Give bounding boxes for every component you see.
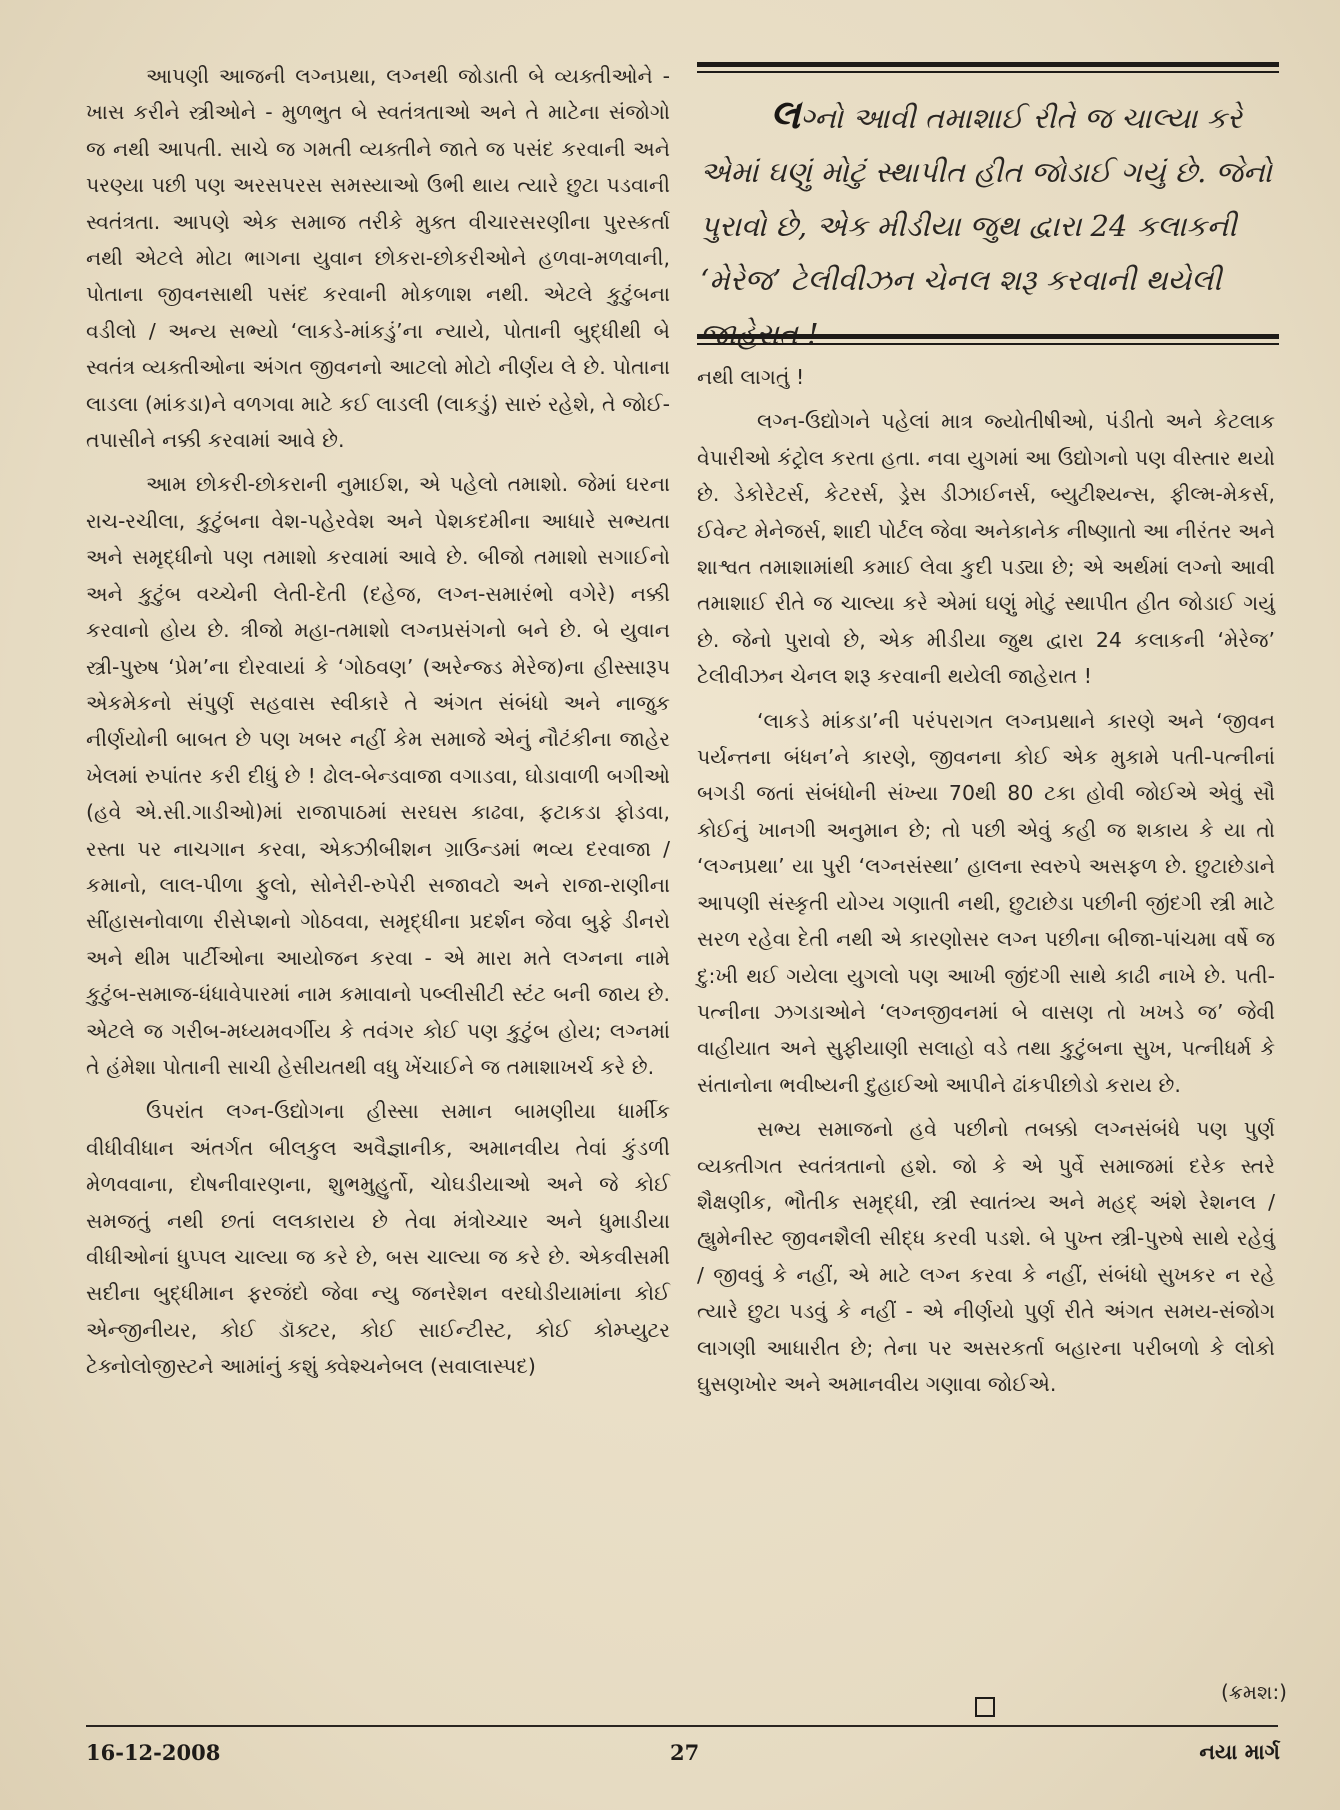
right-column bbox=[697, 359, 1275, 1402]
right-continuation: નથી લાગતું ! bbox=[697, 365, 805, 389]
end-mark-box bbox=[975, 1697, 995, 1717]
page-number: 27 bbox=[670, 1740, 700, 1765]
pull-quote-bottom-rule bbox=[697, 334, 1279, 339]
right-paragraph-1: લગ્ન-ઉદ્યોગને પહેલાં માત્ર જ્યોતીષીઓ, પંડીતો અને કેટલાક વેપારીઓ કંટ્રોલ કરતા હતા. નવા યુગમાં આ ઉદ્યોગનો પણ વીસ્તાર થયો છે. ડેકોરેટર્સ, કેટરર્સ, ડ્રેસ ડીઝાઈનર્સ, બ્યુટીશ્યન્સ, ફીલ્મ-મેકર્સ, ઈવેન્ટ મેનેજર્સ, શાદી પોર્ટલ જેવા અનેકાનેક નીષ્ણાતો આ નીરંતર અને શાશ્વત તમાશામાંથી કમાઈ લેવા કુદી પડ્યા છે; એ અર્થમાં લગ્નો આવી તમાશાઈ રીતે જ ચાલ્યા કરે એમાં ઘણું મોટું સ્થાપીત હીત જોડાઈ ગયું છે. જેનો પુરાવો છે, એક મીડીયા જુથ દ્વારા 24 કલાકની ‘મેરેજ’ ટેલીવીઝન ચેનલ શરૂ કરવાની થયેલી જાહેરાત ! bbox=[697, 409, 1275, 689]
right-paragraph-2: ‘લાકડે માંકડા’ની પરંપરાગત લગ્નપ્રથાને કારણે અને ‘જીવન પર્યન્તના બંધન’ને કારણે, જીવનના કોઈ એક મુકામે પતી-પત્નીનાં બગડી જતાં સંબંધોની સંખ્યા 70થી 80 ટકા હોવી જોઈએ એવું સૌ કોઈનું ખાનગી અનુમાન છે; તો પછી એવું કહી જ શકાય કે યા તો ‘લગ્નપ્રથા’ યા પુરી ‘લગ્નસંસ્થા’ હાલના સ્વરુપે અસફળ છે. છુટાછેડાને આપણી સંસ્કૃતી યોગ્ય ગણાતી નથી, છુટાછેડા પછીની જીંદગી સ્ત્રી માટે સરળ રહેવા દેતી નથી એ કારણોસર લગ્ન પછીના બીજા-પાંચમા વર્ષે જ દુ:ખી થઈ ગયેલા યુગલો પણ આખી જીંદગી સાથે કાઢી નાખે છે. પતી-પત્નીના ઝગડાઓને ‘લગ્નજીવનમાં બે વાસણ તો ખખડે જ’ જેવી વાહીયાત અને સુફીયાણી સલાહો વડે તથા કુટુંબના સુખ, પત્નીધર્મ કે સંતાનોના ભવીષ્યની દુહાઈઓ આપીને ઢાંકપીછોડો કરાય છે. bbox=[697, 708, 1275, 1097]
footer-rule bbox=[86, 1725, 1278, 1727]
right-paragraph-3: સભ્ય સમાજનો હવે પછીનો તબક્કો લગ્નસંબંધે પણ પુર્ણ વ્યક્તીગત સ્વતંત્રતાનો હશે. જો કે એ પુર્વે સમાજમાં દરેક સ્તરે શૈક્ષણીક, ભૌતીક સમૃદ્ધી, સ્ત્રી સ્વાતંત્ર્ય અને મહદ્ અંશે રેશનલ / હ્યુમેનીસ્ટ જીવનશૈલી સીદ્ધ કરવી પડશે. બે પુખ્ત સ્ત્રી-પુરુષે સાથે રહેવું / જીવવું કે નહીં, એ માટે લગ્ન કરવા કે નહીં, સંબંધો સુખકર ન રહે ત્યારે છુટા પડવું કે નહીં - એ નીર્ણયો પુર્ણ રીતે અંગત સમય-સંજોગ લાગણી આધારીત છે; તેના પર અસરકર્તા બહારના પરીબળો કે લોકો ઘુસણખોર અને અમાનવીય ગણાવા જોઈએ. bbox=[697, 1117, 1275, 1396]
footer-date: 16-12-2008 bbox=[86, 1740, 221, 1765]
pull-quote bbox=[700, 88, 1278, 361]
left-column bbox=[86, 58, 670, 1385]
pull-quote-top-rule-thin bbox=[697, 71, 1279, 73]
pull-quote-text: ગ્નો આવી તમાશાઈ રીતે જ ચાલ્યા કરે એમાં ઘણું મોટું સ્થાપીત હીત જોડાઈ ગયું છે. જેનો પુરાવો છે, એક મીડીયા જુથ દ્વારા 24 કલાકની ‘મેરેજ’ ટેલીવીઝન ચેનલ શરૂ કરવાની થયેલી bbox=[700, 101, 1272, 297]
pull-quote-drop-letter: લ bbox=[770, 91, 801, 138]
left-paragraph-3: ઉપરાંત લગ્ન-ઉદ્યોગના હીસ્સા સમાન બામણીયા ધાર્મીક વીધીવીધાન અંતર્ગત બીલકુલ અવૈજ્ઞાનીક, અમાનવીય તેવાં કુંડળી મેળવવાના, દોષનીવારણના, શુભમુહુર્તો, ચોઘડીયાઓ અને જે કોઈ સમજતું નથી છતાં લલકારાય છે તેવા મંત્રોચ્ચાર અને ધુમાડીયા વીધીઓનાં ધુપ્પલ ચાલ્યા જ કરે છે, બસ ચાલ્યા જ કરે છે. એકવીસમી સદીના બુદ્ધીમાન ફરજંદો જેવા ન્યુ જનરેશન વરઘોડીયામાંના કોઈ એન્જીનીયર, કોઈ ડૉક્ટર, કોઈ સાઈન્ટીસ્ટ, કોઈ કોમ્પ્યુટર ટેક્નોલોજીસ્ટને આમાંનું કશું ક્વેશ્ચનેબલ (સવાલાસ્પદ) bbox=[86, 1099, 670, 1379]
continued-label: (ક્રમશ:) bbox=[1220, 1680, 1287, 1704]
left-paragraph-1: આપણી આજની લગ્નપ્રથા, લગ્નથી જોડાતી બે વ્યક્તીઓને - ખાસ કરીને સ્ત્રીઓને - મુળભુત બે સ્વતંત્રતાઓ અને તે માટેના સંજોગો જ નથી આપતી. સાચે જ ગમતી વ્યક્તીને જાતે જ પસંદ કરવાની અને પરણ્યા પછી પણ અરસપરસ સમસ્યાઓ ઉભી થાય ત્યારે છુટા પડવાની સ્વતંત્રતા. આપણે એક સમાજ તરીકે મુક્ત વીચારસરણીના પુરસ્કર્તા નથી એટલે મોટા ભાગના યુવાન છોકરા-છોકરીઓને હળવા-મળવાની, પોતાના જીવનસાથી પસંદ કરવાની મોકળાશ નથી. એટલે કુટુંબના વડીલો / અન્ય સભ્યો ‘લાકડે-માંકડું’ના ન્યાયે, પોતાની બુદ્ધીથી બે સ્વતંત્ર વ્યક્તીઓના અંગત જીવનનો આટલો મોટો નીર્ણય લે છે. પોતાના લાડલા (માંકડા)ને વળગવા માટે કઈ લાડલી (લાકડું) સારું રહેશે, તે જોઈ-તપાસીને નક્કી કરવામાં આવે છે. bbox=[86, 64, 670, 453]
pull-quote-top-rule bbox=[697, 62, 1279, 67]
pull-quote-bottom-rule-thin bbox=[697, 343, 1279, 345]
publication-title: નયા માર્ગ bbox=[1199, 1740, 1280, 1764]
left-paragraph-2: આમ છોકરી-છોકરાની નુમાઈશ, એ પહેલો તમાશો. જેમાં ઘરના રાચ-રચીલા, કુટુંબના વેશ-પહેરવેશ અને પેશકદમીના આધારે સભ્યતા અને સમૃદ્ધીનો પણ તમાશો કરવામાં આવે છે. બીજો તમાશો સગાઈનો અને કુટુંબ વચ્ચેની લેતી-દેતી (દહેજ, લગ્ન-સમારંભો વગેરે) નક્કી કરવાનો હોય છે. ત્રીજો મહા-તમાશો લગ્નપ્રસંગનો બને છે. બે યુવાન સ્ત્રી-પુરુષ ‘પ્રેમ’ના દોરવાયાં કે ‘ગોઠવણ’ (અરેન્જ્ડ મેરેજ)ના હીસ્સારૂપ એકમેકનો સંપુર્ણ સહવાસ સ્વીકારે તે અંગત સંબંધો અને નાજુક નીર્ણયોની બાબત છે પણ ખબર નહીં કેમ સમાજે એનું નૌટંકીના જાહેર ખેલમાં રુપાંતર કરી દીધું છે ! ઢોલ-બેન્ડવાજા વગાડવા, ઘોડાવાળી બગીઓ (હવે એ.સી.ગાડીઓ)માં રાજાપાઠમાં સરઘસ કાઢવા, ફટાકડા ફોડવા, રસ્તા પર નાચગાન કરવા, એક્ઝીબીશન ગ્રાઉન્ડમાં ભવ્ય દરવાજા / કમાનો, લાલ-પીળા ફુલો, સોનેરી-રુપેરી સજાવટો અને રાજા-રાણીના સીંહાસનોવાળા રીસેપ્શનો ગોઠવવા, સમૃદ્ધીના પ્રદર્શન જેવા બુફે ડીનરો અને થીમ પાર્ટીઓના આયોજન કરવા - એ મારા મતે લગ્નના નામે કુટુંબ-સમાજ-ધંધાવેપારમાં નામ કમાવાનો પબ્લીસીટી સ્ટંટ બની જાય છે. એટલે જ ગરીબ-મધ્યમવર્ગીય કે તવંગર કોઈ પણ કુટુંબ હોય; લગ્નમાં તે હંમેશા પોતાની સાચી હેસીયતથી વધુ ખેંચાઈને જ તમાશાખર્ચ કરે છે. bbox=[86, 472, 670, 1079]
